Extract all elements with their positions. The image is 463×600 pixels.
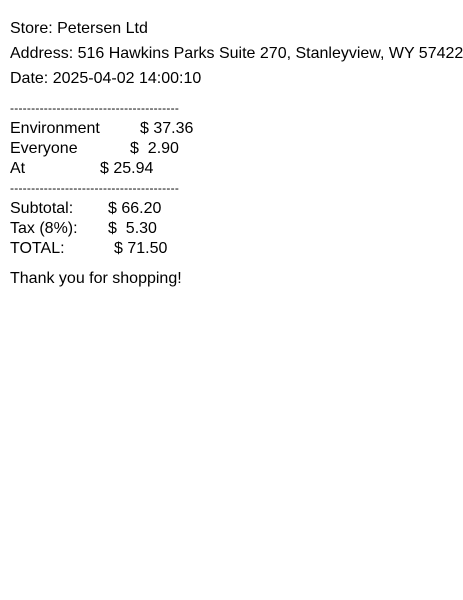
- line-item: [10, 159, 154, 179]
- item-price: $ 2.90: [130, 140, 179, 157]
- total-value: $ 71.50: [114, 240, 168, 257]
- total-label: TOTAL:: [10, 240, 65, 257]
- separator-top: ----------------------------------------: [10, 101, 180, 115]
- item-name: Everyone: [10, 140, 78, 157]
- subtotal-value: $ 66.20: [108, 200, 162, 217]
- item-name: Environment: [10, 120, 100, 137]
- total-row: [10, 239, 168, 259]
- tax-row: [10, 219, 157, 239]
- subtotal-row: [10, 199, 162, 219]
- item-price: $ 25.94: [100, 160, 154, 177]
- receipt-date: Date: 2025-04-02 14:00:10: [10, 70, 202, 87]
- subtotal-label: Subtotal:: [10, 200, 74, 217]
- tax-value: $ 5.30: [108, 220, 157, 237]
- item-price: $ 37.36: [140, 120, 194, 137]
- footer-message: Thank you for shopping!: [10, 270, 182, 287]
- store-address: Address: 516 Hawkins Parks Suite 270, Stanleyview, WY 57422: [10, 45, 463, 62]
- tax-label: Tax (8%):: [10, 220, 78, 237]
- item-name: At: [10, 160, 26, 177]
- store-name: Store: Petersen Ltd: [10, 20, 148, 37]
- separator-bottom: ----------------------------------------: [10, 181, 180, 195]
- line-item: [10, 119, 194, 139]
- line-item: [10, 139, 179, 159]
